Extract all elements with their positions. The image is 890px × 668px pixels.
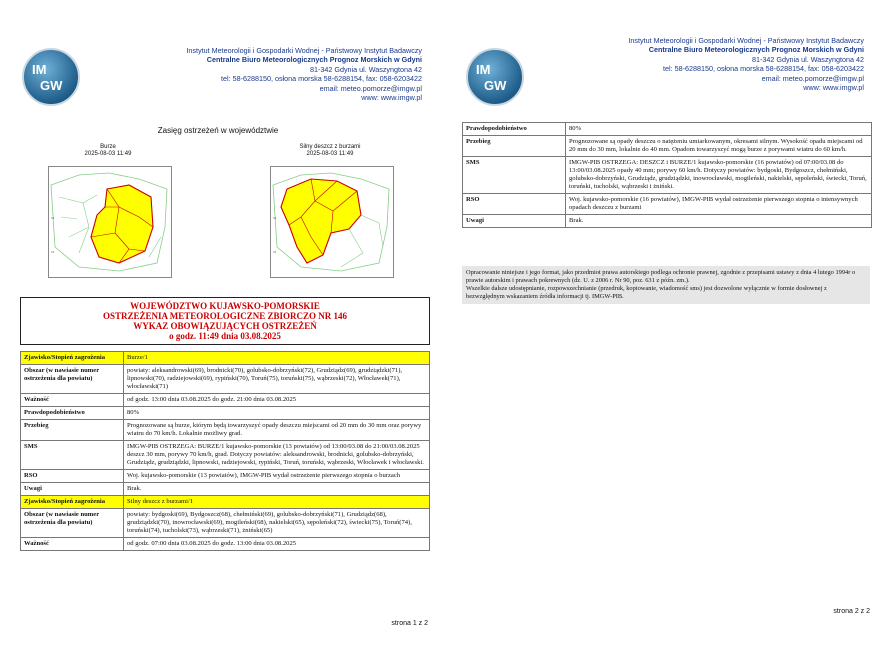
header-website[interactable]: www: www.imgw.pl: [361, 93, 422, 103]
row-key: SMS: [21, 441, 124, 470]
left-map-caption: Burze 2025-08-03 11:49: [84, 144, 132, 157]
table-row: [21, 365, 430, 394]
row-value: IMGW-PIB OSTRZEGA: DESZCZ i BURZE/1 kujawsko-pomorskie (16 powiatów) od 07:00/03.08 do 13:00/03.08.2025 opady 40 mm; porywy 60 km/h. Dotyczy powiatów: bydgoski, Bydgoszcz, chełmiński, golubsko-dobrzyński, Grudziądz, grudziądzki, inowrocławski, mogileński, nakielski, sępoleński, świecki, Toruń, toruński, tucholski, wąbrzeski i żniński.: [566, 157, 872, 194]
svg-text:54: 54: [273, 216, 276, 220]
imgw-logo-icon: IM GW: [466, 48, 524, 106]
row-key: Obszar (w nawiasie numer ostrzeżenia dla powiatu): [21, 509, 124, 538]
maps-title: Zasięg ostrzeżeń w województwie: [157, 126, 279, 135]
copyright-note-p1: Opracowanie niniejsze i jego format, jako przedmiot prawa autorskiego podlega ochronie prawnej, zgodnie z przepisami ustawy z dnia 4 lutego 1994r o prawie autorskim i prawach pokrewnych (dz. U. z 2006 r. Nr 90, poz. 631 z późn. zm.).: [466, 269, 856, 284]
table-row: [21, 352, 430, 365]
row-value: Woj. kujawsko-pomorskie (13 powiatów), IMGW-PIB wydał ostrzeżenie pierwszego stopnia o burzach: [124, 470, 430, 483]
header-line-1: Instytut Meteorologii i Gospodarki Wodnej - Państwowy Instytut Badawczy: [628, 36, 864, 45]
table-row: [21, 509, 430, 538]
row-value: Prognozowane są opady deszczu o natężeniu umiarkowanym, okresami silnym. Wysokość opadu miejscami od 20 mm do 30 mm, lokalnie do 40 mm. Opadom towarzyszyć mogą burze z porywami wiatru do 60 km/h.: [566, 136, 872, 157]
row-value: od godz. 07:00 dnia 03.08.2025 do godz. 13:00 dnia 03.08.2025: [124, 538, 430, 551]
svg-text:54: 54: [51, 216, 54, 220]
right-map-caption: Silny deszcz z burzami 2025-08-03 11:49: [299, 144, 361, 157]
table-row: [463, 136, 872, 157]
row-key: Ważność: [21, 538, 124, 551]
table-row: [21, 496, 430, 509]
map-storms: [48, 166, 172, 278]
row-key: Obszar (w nawiasie numer ostrzeżenia dla powiatu): [21, 365, 124, 394]
header-line-3: 81-342 Gdynia ul. Waszyngtona 42: [309, 64, 422, 74]
row-value: Prognozowane są burze, którym będą towarzyszyć opady deszczu miejscami od 20 mm do 30 mm oraz porywy wiatru do 70 km/h. Lokalnie możliwy grad.: [124, 420, 430, 441]
table-row: [463, 157, 872, 194]
svg-text:53: 53: [273, 250, 276, 254]
table-row: [463, 123, 872, 136]
row-key: RSO: [21, 470, 124, 483]
header-line-2: Centralne Biuro Meteorologicznych Prognoz Morskich w Gdyni: [206, 55, 422, 65]
header-line-1: Instytut Meteorologii i Gospodarki Wodnej - Państwowy Instytut Badawczy: [186, 46, 422, 55]
header-email[interactable]: email: meteo.pomorze@imgw.pl: [761, 73, 864, 83]
row-value: Burze/1: [124, 352, 430, 365]
warnings-title-box: WOJEWÓDZTWO KUJAWSKO-POMORSKIE OSTRZEŻENIA METEOROLOGICZNE ZBIORCZO NR 146 WYKAZ OBOWIĄZUJĄCYCH OSTRZEŻEŃ o godz. 11:49 dnia 03.08.2025: [20, 297, 430, 345]
warnings-table-page-1: [20, 351, 430, 551]
header-website[interactable]: www: www.imgw.pl: [803, 83, 864, 93]
table-row: [21, 483, 430, 496]
row-value: powiaty: aleksandrowski(69), brodnicki(70), golubsko-dobrzyński(72), Grudziądz(69), grudziądzki(71), lipnowski(70), radziejowski(69), rypiński(70), Toruń(75), toruński(75), wąbrzeski(72), Włocławek(71), włocławski(71): [124, 365, 430, 394]
map-heavy-rain: [270, 166, 394, 278]
document-page-1: [8, 8, 428, 636]
row-value: IMGW-PIB OSTRZEGA: BURZE/1 kujawsko-pomorskie (13 powiatów) od 13:00/03.08 do 21:00/03.08.2025 deszcz 30 mm, porywy 70 km/h, grad. Dotyczy powiatów: aleksandrowski, brodnicki, golubsko-dobrzyński, Grudziądz, grudziądzki, lipnowski, radziejowski, rypiński, Toruń, toruński, wąbrzeski, Włocławek i włocławski.: [124, 441, 430, 470]
row-value: Brak.: [566, 215, 872, 228]
page-number-1: strona 1 z 2: [391, 620, 428, 627]
row-key: Zjawisko/Stopień zagrożenia: [21, 352, 124, 365]
row-value: Silny deszcz z burzami/1: [124, 496, 430, 509]
table-row: [21, 470, 430, 483]
table-row: [21, 394, 430, 407]
row-key: Prawdopodobieństwo: [21, 407, 124, 420]
imgw-logo-icon: IM GW: [22, 48, 80, 106]
row-value: od godz. 13:00 dnia 03.08.2025 do godz. 21:00 dnia 03.08.2025: [124, 394, 430, 407]
row-key: SMS: [463, 157, 566, 194]
header-line-3: 81-342 Gdynia ul. Waszyngtona 42: [751, 54, 864, 64]
svg-text:53: 53: [51, 250, 54, 254]
map-storms-drawing: [49, 167, 171, 277]
institute-header: [186, 46, 422, 102]
page-number-2: strona 2 z 2: [833, 608, 870, 615]
row-key: Ważność: [21, 394, 124, 407]
header-line-2: Centralne Biuro Meteorologicznych Prognoz Morskich w Gdyni: [648, 45, 864, 55]
table-row: [21, 441, 430, 470]
copyright-note-p2: Wszelkie dalsze udostępnianie, rozpowszechnianie (przedruk, kopiowanie, wiadomość sms) jest dozwolone wyłącznie w formie dosłownej z bezwzględnym wskazaniem źródła informacji tj. IMGW-PIB.: [466, 285, 827, 300]
table-row: [463, 194, 872, 215]
row-key: Zjawisko/Stopień zagrożenia: [21, 496, 124, 509]
row-key: Uwagi: [463, 215, 566, 228]
header-email[interactable]: email: meteo.pomorze@imgw.pl: [319, 83, 422, 93]
institute-header: [628, 36, 864, 92]
header-line-4: tel: 58-6288150, osłona morska 58-6288154, fax: 058-6203422: [663, 64, 864, 74]
warnings-table-page-2: [462, 122, 872, 228]
row-key: Prawdopodobieństwo: [463, 123, 566, 136]
table-row: [463, 215, 872, 228]
document-page-2: [450, 8, 870, 636]
row-value: Woj. kujawsko-pomorskie (16 powiatów), IMGW-PIB wydał ostrzeżenie pierwszego stopnia o intensywnych opadach deszczu z burzami: [566, 194, 872, 215]
row-key: RSO: [463, 194, 566, 215]
map-heavy-rain-drawing: [271, 167, 393, 277]
table-row: [21, 420, 430, 441]
copyright-note: [462, 266, 870, 304]
row-value: 80%: [566, 123, 872, 136]
row-value: powiaty: bydgoski(69), Bydgoszcz(68), chełmiński(69), golubsko-dobrzyński(71), Grudziądz(68), grudziądzki(70), inowrocławski(69), mogileński(68), nakielski(65), sępoleński(72), świecki(75), Toruń(74), toruński(74), tucholski(73), wąbrzeski(71), żniński(65): [124, 509, 430, 538]
row-value: Brak.: [124, 483, 430, 496]
header-line-4: tel: 58-6288150, osłona morska 58-6288154, fax: 058-6203422: [221, 74, 422, 84]
row-key: Przebieg: [21, 420, 124, 441]
table-row: [21, 538, 430, 551]
row-key: Uwagi: [21, 483, 124, 496]
row-value: 80%: [124, 407, 430, 420]
row-key: Przebieg: [463, 136, 566, 157]
table-row: [21, 407, 430, 420]
